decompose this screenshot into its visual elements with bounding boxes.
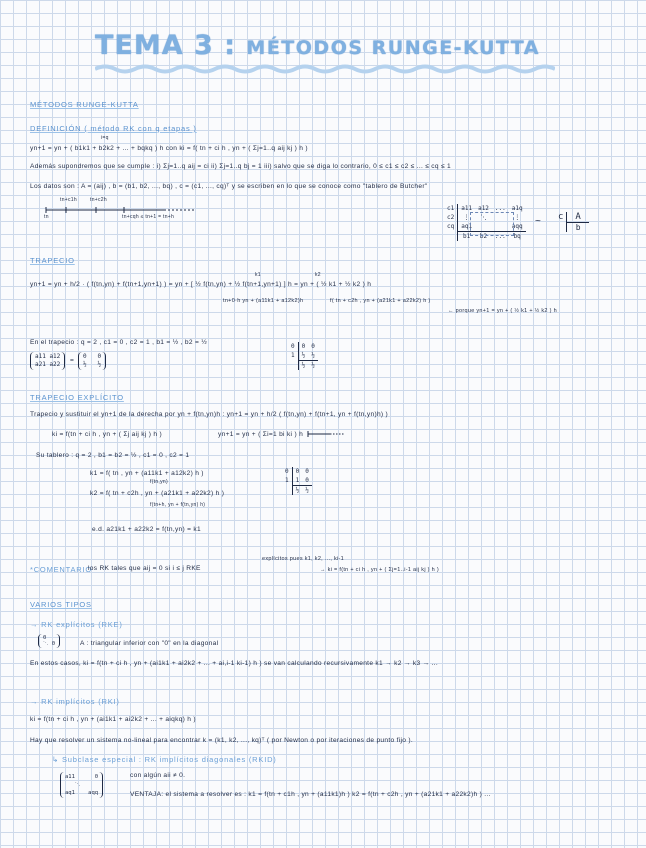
bt-dotted-region (470, 212, 514, 236)
trap-k2-label: k2 (315, 272, 321, 278)
def-assume: Además supondremos que se cumple : i) Σj=1..q aij = ci ii) Σj=1..q bj = 1 iii) salvo que se diga lo contrario, 0 ≤ c1 ≤ c2 ≤ ... ≤ cq ≤ 1 (30, 163, 452, 170)
btt-c2: 1 (291, 352, 295, 360)
heading-metodos-rk: MÉTODOS RUNGE-KUTTA (30, 100, 139, 109)
trap-k1-expl: tn+0·h yn + (a11k1 + a12k2)h (223, 298, 304, 304)
page-title (95, 28, 555, 76)
trap-A-values: 0 0 ½ ½ (78, 352, 106, 370)
trap-k1-label: k1 (255, 272, 261, 278)
bte-a21: 1 (292, 476, 302, 486)
comentario-note: explícitos pues k1, k2, ..., ki-1 (262, 556, 345, 562)
btt-b1: ½ (298, 361, 308, 371)
heading-definicion: DEFINICIÓN ( método RK con q etapas ) (30, 124, 197, 133)
butcher-trap (288, 342, 318, 370)
comentario-right: → ki = f(tn + ci h , yn + ( Σj=1..i-1 aij kj ) h ) (320, 567, 439, 573)
te-k2: k2 = f( tn + c2h , yn + (a21k1 + a22k2) h ) (90, 490, 225, 497)
heading-subclase: ↳ Subclase especial : RK implícitos diagonales (RKID) (52, 755, 277, 764)
te-k1-sub: f(tn,yn) (150, 479, 168, 485)
bt-compact-A: A (567, 212, 589, 223)
bte-b1: ½ (292, 486, 302, 496)
btt-a11: 0 (298, 342, 308, 351)
rkid-text1: con algún aii ≠ 0. (130, 772, 186, 779)
butcher-general: c1 a11 a12 ... a1q c2 ⋮ ⋱ ⋮ cq aq1 aqq b1 b2 ... bq (444, 204, 526, 241)
bte-b2: ½ (302, 486, 312, 496)
bt-b1: b1 (458, 232, 475, 242)
title-main: TEMA 3 : (95, 30, 237, 61)
trap-porque: ← porque yn+1 = yn + ( ½ k1 + ½ k2 ) h (448, 308, 557, 314)
trap-values: En el trapecio : q = 2 , c1 = 0 , c2 = 1 , b1 = ½ , b2 = ½ (30, 339, 208, 346)
butcher-te (282, 467, 312, 495)
timeline-label-c2: tn+c2h (90, 197, 107, 203)
timeline-label-tn: tn (44, 214, 49, 220)
heading-varios-tipos: VARIOS TIPOS (30, 600, 92, 609)
comentario-text: los RK tales que aij = 0 si i ≤ j RKE (88, 565, 201, 572)
heading-trapecio-explicito: TRAPECIO EXPLÍCITO (30, 393, 124, 402)
def-sum-note: i=q (101, 135, 109, 141)
def-datos: Los datos son : A = (aij) , b = (b1, b2, ..., bq) , c = (c1, ..., cq)ᵀ y se escriben en lo que se conoce como "tablero de Butcher" (30, 183, 428, 190)
bt-aqq: aqq (511, 223, 523, 230)
heading-rk-implicitos: → RK implícitos (RKI) (30, 697, 120, 706)
rki-text1: ki = f(tn + ci h , yn + (ai1k1 + ai2k2 + ... + aiqkq) h ) (30, 716, 196, 723)
bt-a11: a11 (458, 204, 475, 213)
rkid-text2: VENTAJA: el sistema a resolver es : k1 = f(tn + c1h , yn + (a11k1)h ) k2 = f(tn + c2h , yn + (a21k1 + a22k2)h ) ... (130, 791, 491, 798)
bt-a12: a12 (478, 205, 489, 212)
rki-text2: Hay que resolver un sistema no-lineal para encontrar k = (k1, k2, ..., kq)ᵀ ( por Newton o por iteraciones de punto fijo ). (30, 737, 413, 744)
rke-matrix: 0 ⋱ 0 (38, 634, 60, 648)
te-line2b: yn+1 = yn + ( Σi=1 bi ki ) h (218, 431, 304, 438)
trap-A-matrix: a11 a12 a21 a22 (30, 352, 65, 370)
trap-k2-expl: f( tn + c2h , yn + (a21k1 + a22k2) h ) (330, 298, 431, 304)
bt-compact-b: b (567, 223, 589, 233)
bt-bq: bq (509, 232, 526, 242)
rkid-matrix: a11 0 ⋱ aq1 aqq (60, 772, 103, 798)
trap-formula: yn+1 = yn + h/2 · ( f(tn,yn) + f(tn+1,yn+1) ) = yn + [ ½ f(tn,yn) + ½ f(tn+1,yn+1) ] h = yn + ( ½ k1 + ½ k2 ) h (30, 281, 372, 288)
btt-a21: ½ (298, 351, 308, 361)
bt-aq1: aq1 (458, 222, 475, 232)
te-ed: e.d. a21k1 + a22k2 = f(tn,yn) = k1 (92, 526, 201, 533)
bte-c1: 0 (285, 468, 289, 475)
title-text (95, 30, 540, 61)
bt-compact-c: c (558, 212, 564, 223)
bt-arrow: ~ (535, 216, 542, 227)
btt-a12: 0 (311, 343, 315, 350)
timeline-label-end: tn+cqh ≤ tn+1 = tn+h (122, 214, 175, 220)
bt-c2: c2 (447, 214, 455, 221)
te-line2: ki = f(tn + ci h , yn + ( Σj aij kj ) h ) (52, 431, 162, 438)
bt-c1: c1 (447, 205, 455, 212)
rke-text2: En estos casos, ki = f(tn + ci h , yn + (ai1k1 + ai2k2 + ... + ai,i-1 ki-1) h ) se van calculando recursivamente k1 → k2 → k3 → ... (30, 660, 438, 667)
timeline-label-c1: tn+c1h (60, 197, 77, 203)
trap-A-eq: = (70, 357, 75, 364)
bte-c2: 1 (285, 477, 289, 485)
bte-a22: 0 (305, 477, 309, 484)
bt-cq: cq (447, 223, 455, 231)
heading-rk-explicitos: → RK explícitos (RKE) (30, 620, 123, 629)
bt-a1dots: ... (494, 205, 506, 212)
btt-a22: ½ (311, 352, 315, 359)
te-mini-timeline (306, 428, 346, 440)
te-k1: k1 = f( tn , yn + (a11k1 + a12k2) h ) (90, 470, 204, 477)
bte-a12: 0 (305, 468, 309, 475)
te-line3: Su tablero : q = 2 , b1 = b2 = ½ , c1 = 0 , c2 = 1 (36, 452, 190, 459)
def-formula: yn+1 = yn + ( b1k1 + b2k2 + ... + bqkq ) h con ki = f( tn + ci h , yn + ( Σj=1..q aij kj ) h ) (30, 145, 308, 152)
timeline-diagram (44, 197, 224, 223)
butcher-compact (555, 212, 589, 232)
heading-trapecio: TRAPECIO (30, 256, 75, 265)
bt-bdots: ... (492, 232, 509, 242)
bte-a11: 0 (292, 467, 302, 476)
heading-comentario: *COMENTARIO (30, 565, 92, 574)
te-k2-sub: f(tn+h, yn + f(tn,yn) h) (150, 502, 206, 508)
title-sub: MÉTODOS RUNGE-KUTTA (246, 37, 540, 59)
btt-b2: ½ (308, 361, 318, 371)
bt-b2: b2 (475, 232, 492, 242)
btt-c1: 0 (291, 343, 295, 350)
rke-text: A : triangular inferior con "0" en la diagonal (80, 640, 219, 647)
te-line1: Trapecio y sustituir el yn+1 de la derecha por yn + f(tn,yn)h : yn+1 = yn + h/2 ( f(tn,yn) + f(tn+1, yn + f(tn,yn)h) ) (30, 411, 389, 418)
bt-a1q: a1q (511, 205, 523, 212)
title-underline-wave (95, 64, 555, 74)
